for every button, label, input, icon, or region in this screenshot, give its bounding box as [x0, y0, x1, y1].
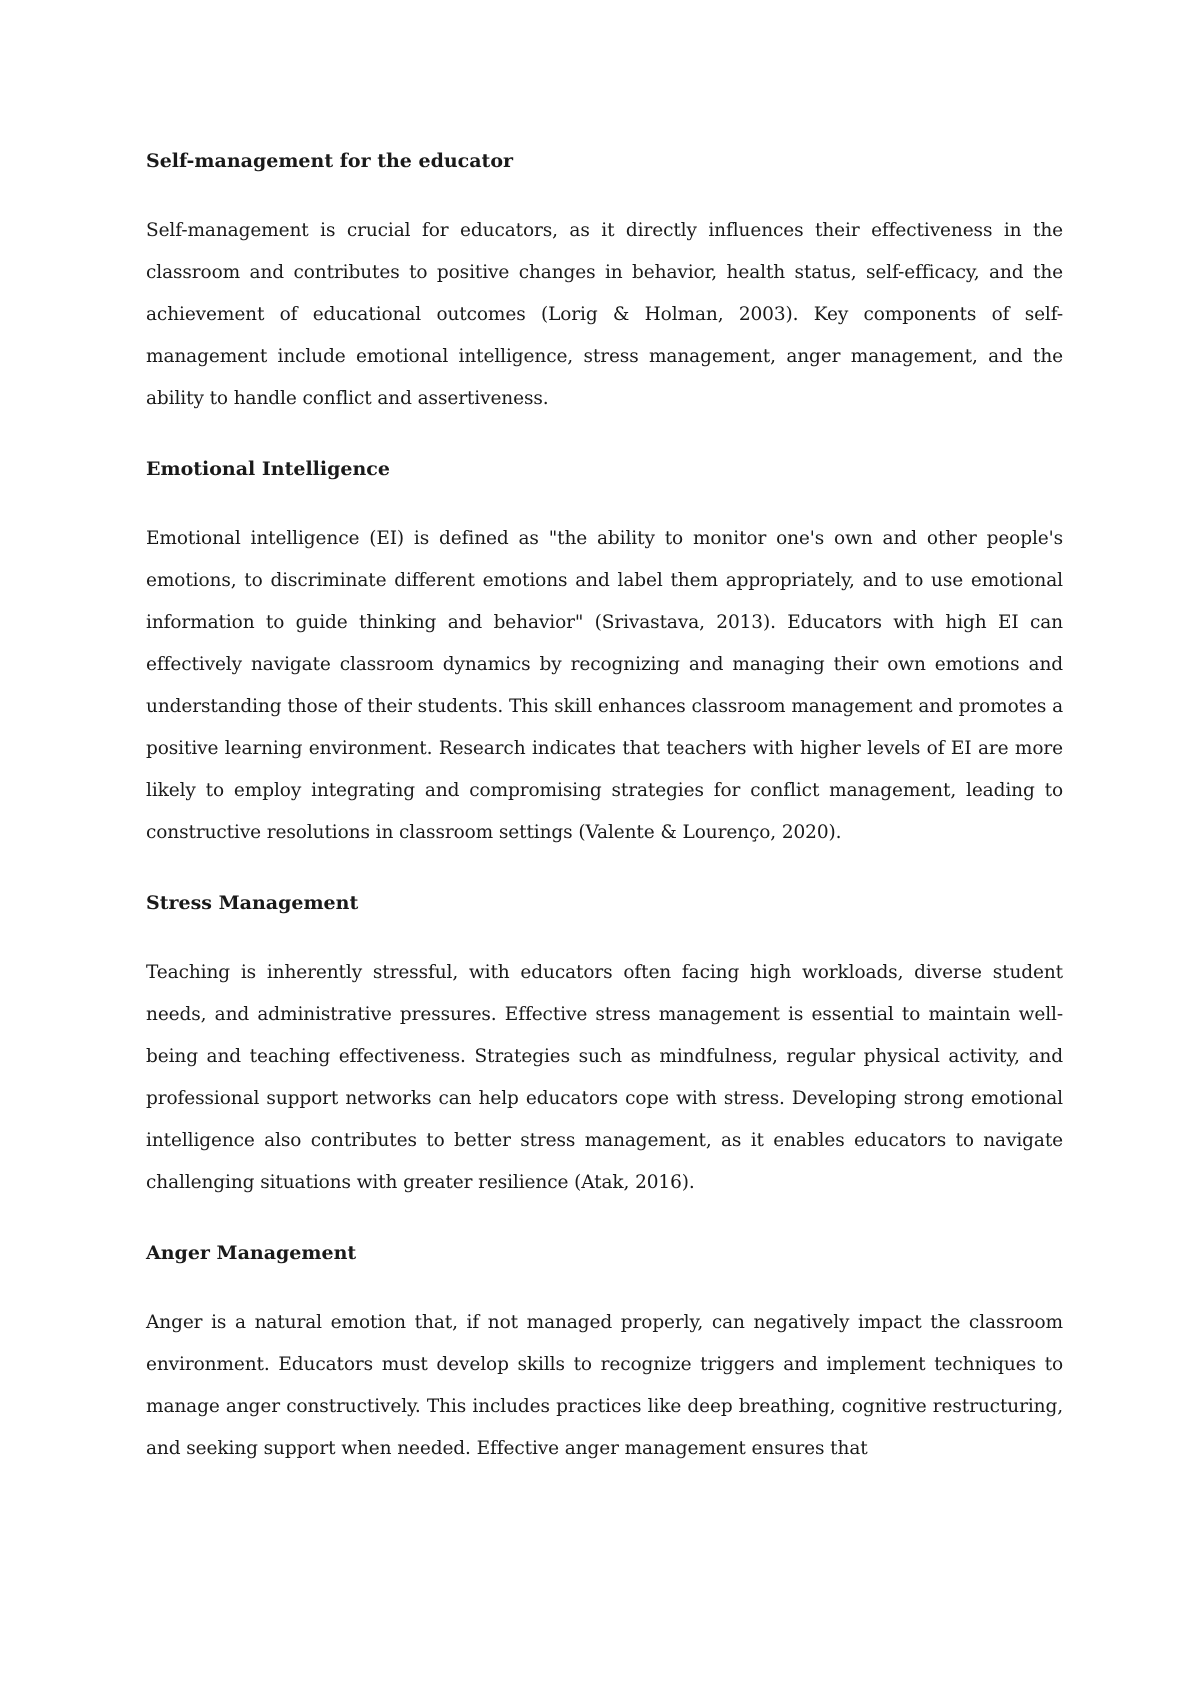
section-paragraph-anger-management: Anger is a natural emotion that, if not managed properly, can negatively impact the classroom environment. Educators must develop skills to recognize triggers and implement techniques to manage anger constructively. This includes practices like deep breathing, cognitive restructuring, and seeking support when needed. Effective anger management ensures that: [146, 1312, 1063, 1459]
section-heading-stress-management: Stress Management: [146, 892, 359, 914]
section-heading-emotional-intelligence: Emotional Intelligence: [146, 458, 390, 480]
section-paragraph-emotional-intelligence: Emotional intelligence (EI) is defined as "the ability to monitor one's own and other people's emotions, to discriminate different emotions and label them appropriately, and to use emotional information to guide thinking and behavior" (Srivastava, 2013). Educators with high EI can effectively navigate classroom dynamics by recognizing and managing their own emotions and understanding those of their students. This skill enhances classroom management and promotes a positive learning environment. Research indicates that teachers with higher levels of EI are more likely to employ integrating and compromising strategies for conflict management, leading to constructive resolutions in classroom settings (Valente & Lourenço, 2020).: [146, 528, 1063, 843]
section-heading-anger-management: Anger Management: [146, 1242, 357, 1264]
section-paragraph-stress-management: Teaching is inherently stressful, with educators often facing high workloads, diverse student needs, and administrative pressures. Effective stress management is essential to maintain well-being and teaching effectiveness. Strategies such as mindfulness, regular physical activity, and professional support networks can help educators cope with stress. Developing strong emotional intelligence also contributes to better stress management, as it enables educators to navigate challenging situations with greater resilience (Atak, 2016).: [146, 962, 1063, 1193]
section-heading-self-management: Self-management for the educator: [146, 150, 514, 172]
section-paragraph-self-management: Self-management is crucial for educators, as it directly influences their effectiveness in the classroom and contributes to positive changes in behavior, health status, self-efficacy, and the achievement of educational outcomes (Lorig & Holman, 2003). Key components of self-management include emotional intelligence, stress management, anger management, and the ability to handle conflict and assertiveness.: [146, 220, 1063, 409]
